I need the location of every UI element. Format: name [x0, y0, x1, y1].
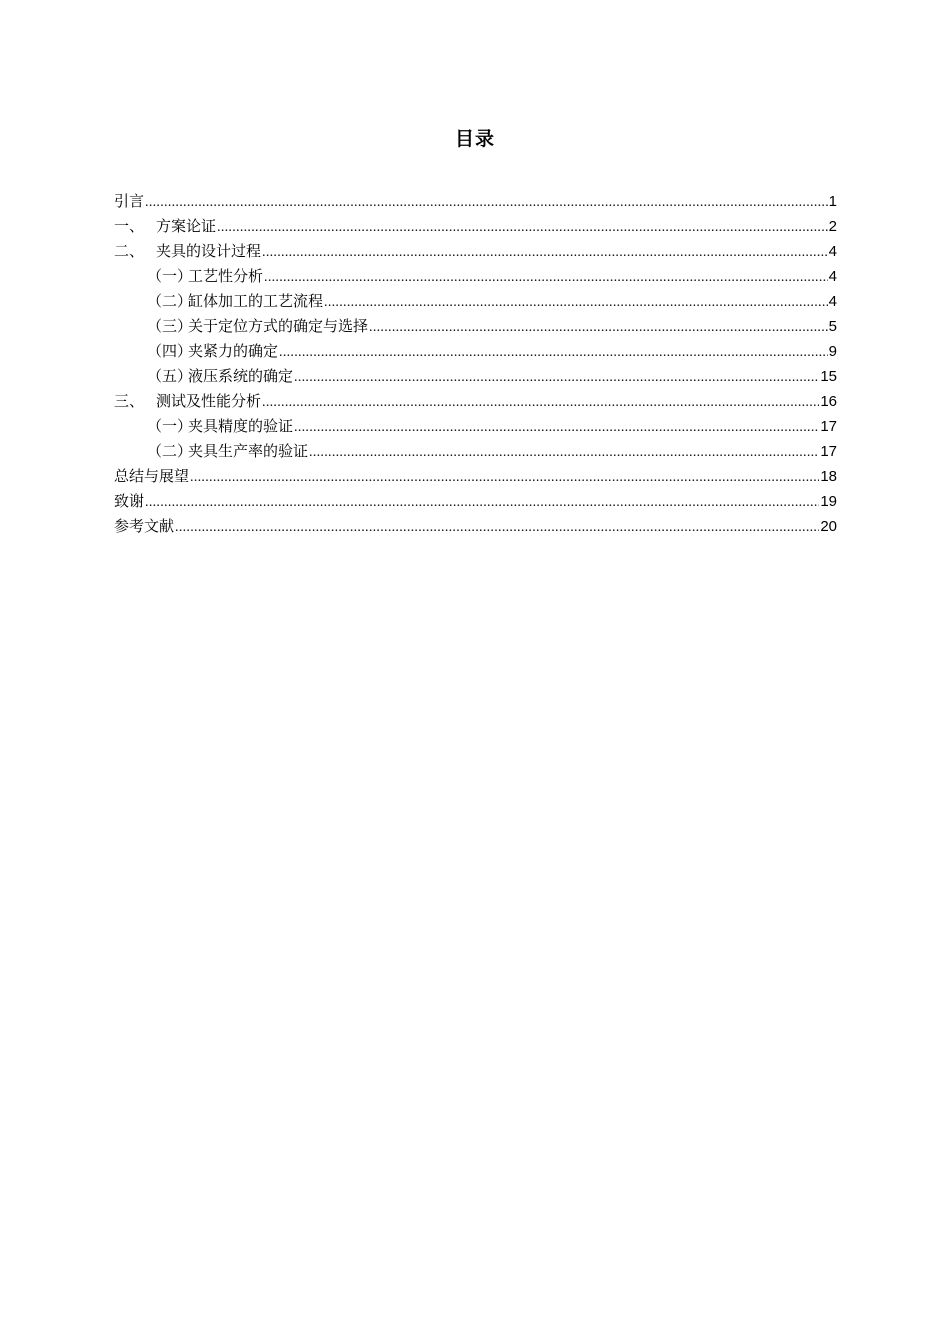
toc-entry-label: 夹具生产率的验证 [188, 442, 309, 460]
toc-entry-label: 引言 [114, 192, 145, 210]
toc-subsection-number: （四） [147, 342, 193, 360]
toc-page-number: 1 [828, 193, 837, 210]
dot-leader [175, 515, 819, 540]
toc-page-number: 2 [828, 218, 837, 235]
dot-leader [279, 340, 828, 365]
toc-entry-scheme-argument[interactable] [114, 214, 837, 239]
dot-leader [190, 465, 819, 490]
toc-entry-acknowledgements[interactable] [114, 489, 837, 514]
toc-subsection-number: （三） [147, 317, 193, 335]
dot-leader [294, 365, 819, 390]
toc-subsection-number: （一） [147, 417, 193, 435]
toc-entry-label: 致谢 [114, 492, 145, 510]
toc-subsection-number: （二） [147, 442, 193, 460]
dot-leader [294, 415, 819, 440]
toc-entry-introduction[interactable] [114, 189, 837, 214]
toc-entry-label: 关于定位方式的确定与选择 [188, 317, 369, 335]
toc-entry-label: 缸体加工的工艺流程 [188, 292, 324, 310]
toc-page-number: 18 [820, 468, 837, 485]
toc-page-number: 19 [820, 493, 837, 510]
toc-entry-label: 工艺性分析 [188, 267, 264, 285]
toc-entry-hydraulic-system[interactable] [114, 364, 837, 389]
toc-page-number: 5 [828, 318, 837, 335]
toc-page-number: 4 [828, 268, 837, 285]
dot-leader [262, 240, 828, 265]
toc-subsection-number: （五） [147, 367, 193, 385]
toc-entry-cylinder-process-flow[interactable] [114, 289, 837, 314]
toc-entry-label: 夹具的设计过程 [156, 242, 262, 260]
toc-page-number: 4 [828, 293, 837, 310]
toc-page-number: 20 [820, 518, 837, 535]
toc-page-number: 16 [820, 393, 837, 410]
dot-leader [262, 390, 819, 415]
toc-entry-clamping-force[interactable] [114, 339, 837, 364]
dot-leader [145, 190, 828, 215]
toc-entry-label: 夹紧力的确定 [188, 342, 279, 360]
toc-entry-label: 总结与展望 [114, 467, 190, 485]
table-of-contents [114, 189, 837, 539]
toc-section-number: 三、 [114, 392, 145, 410]
toc-section-number: 一、 [114, 217, 145, 235]
toc-subsection-number: （二） [147, 292, 193, 310]
toc-entry-references[interactable] [114, 514, 837, 539]
toc-page-number: 4 [828, 243, 837, 260]
toc-page-number: 17 [820, 443, 837, 460]
toc-page-number: 9 [828, 343, 837, 360]
toc-entry-label: 方案论证 [156, 217, 217, 235]
toc-entry-fixture-design[interactable] [114, 239, 837, 264]
toc-entry-testing-performance[interactable] [114, 389, 837, 414]
dot-leader [309, 440, 819, 465]
dot-leader [369, 315, 828, 340]
dot-leader [217, 215, 828, 240]
toc-entry-positioning-method[interactable] [114, 314, 837, 339]
toc-subsection-number: （一） [147, 267, 193, 285]
toc-entry-label: 夹具精度的验证 [188, 417, 294, 435]
toc-entry-productivity-verification[interactable] [114, 439, 837, 464]
dot-leader [324, 290, 828, 315]
dot-leader [264, 265, 828, 290]
toc-page-number: 15 [820, 368, 837, 385]
toc-title: 目录 [454, 128, 495, 150]
toc-entry-precision-verification[interactable] [114, 414, 837, 439]
toc-entry-process-analysis[interactable] [114, 264, 837, 289]
toc-entry-label: 测试及性能分析 [156, 392, 262, 410]
toc-section-number: 二、 [114, 242, 145, 260]
dot-leader [145, 490, 819, 515]
toc-entry-label: 参考文献 [114, 517, 175, 535]
toc-entry-label: 液压系统的确定 [188, 367, 294, 385]
toc-entry-summary-outlook[interactable] [114, 464, 837, 489]
toc-page-number: 17 [820, 418, 837, 435]
